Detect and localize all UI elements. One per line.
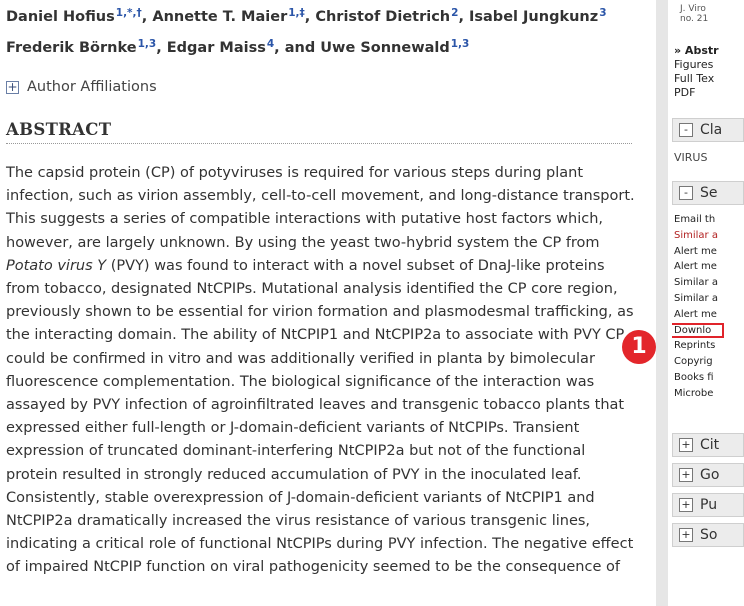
tool-link[interactable]: Alert me: [674, 261, 717, 273]
author-name[interactable]: Daniel Hofius: [6, 9, 115, 25]
tool-link[interactable]: Copyrig: [674, 356, 713, 368]
article-view-links: [674, 44, 719, 100]
author-affiliation-sup[interactable]: 1,3: [450, 38, 470, 50]
step-marker-badge: 1: [622, 330, 656, 364]
sidebar-section-header[interactable]: [672, 523, 744, 547]
section-label[interactable]: Se: [700, 185, 718, 201]
section-label[interactable]: Cla: [700, 122, 723, 138]
author-name[interactable]: Edgar Maiss: [166, 40, 266, 56]
pdf-link[interactable]: PDF: [674, 86, 696, 99]
author-affiliation-sup[interactable]: 4: [266, 38, 275, 50]
sidebar-section-header[interactable]: [672, 493, 744, 517]
author-affiliation-sup[interactable]: 2: [451, 7, 459, 19]
tool-link[interactable]: Alert me: [674, 308, 717, 320]
author-affiliations-toggle[interactable]: [6, 79, 157, 95]
author-name[interactable]: Isabel Jungkunz: [469, 9, 599, 25]
services-section-header[interactable]: [672, 181, 744, 205]
expand-icon[interactable]: +: [679, 438, 693, 452]
author-affiliation-sup[interactable]: 1,*,†: [115, 7, 142, 19]
abstract-heading: ABSTRACT: [6, 120, 632, 144]
author-list: Daniel Hofius$^{1,*,\dagger}$, Annette T. Maier$^{1,\ddagger}$, Christof Dietrich$^2$, Isabel Jungkunz$^3$ Frederik Börnke$^{1,3}$, Edgar Maiss$^4$, and Uwe Sonnewald$^{1,3}$: [6, 7, 607, 56]
author-and: and: [284, 40, 316, 56]
download-citation-link[interactable]: Downlo: [674, 323, 718, 339]
author-name[interactable]: Christof Dietrich: [315, 9, 451, 25]
tool-link[interactable]: Alert me: [674, 245, 717, 257]
classification-value[interactable]: VIRUS: [674, 151, 708, 164]
sidebar-section-header[interactable]: [672, 433, 744, 457]
right-sidebar: [668, 0, 723, 606]
article-tools-list: [674, 212, 718, 402]
collapse-icon[interactable]: -: [679, 186, 693, 200]
abstract-text-part: The capsid protein (CP) of potyviruses is required for various steps during plant infection, such as virion assembly, cell-to-cell movement, and long-distance transport. This suggests a series of compatible interactions with putative host factors which, however, are largely unknown. By using the yeast two-hybrid system the CP from: [6, 165, 635, 251]
tool-link[interactable]: Similar a: [674, 277, 718, 289]
citation-line: J. Viro: [680, 4, 706, 14]
tool-link[interactable]: Books fi: [674, 371, 714, 383]
sidebar-section-header[interactable]: [672, 463, 744, 487]
tool-link[interactable]: Similar a: [674, 292, 718, 304]
author-affiliations-label[interactable]: Author Affiliations: [27, 79, 157, 95]
expand-icon[interactable]: +: [679, 468, 693, 482]
author-affiliation-sup[interactable]: 1,‡: [288, 7, 305, 19]
expand-icon[interactable]: +: [679, 528, 693, 542]
column-divider: [656, 0, 668, 606]
author-affiliation-sup[interactable]: 3: [599, 7, 607, 19]
abstract-text: [6, 162, 638, 580]
tool-link[interactable]: Email th: [674, 214, 716, 225]
tool-link[interactable]: Reprints: [674, 340, 716, 352]
tool-link[interactable]: Microbe: [674, 387, 714, 399]
section-label[interactable]: Go: [700, 467, 720, 483]
author-name[interactable]: Annette T. Maier: [152, 9, 288, 25]
virus-name: Potato virus Y: [6, 257, 107, 274]
expand-icon[interactable]: +: [7, 79, 18, 94]
section-label[interactable]: Cit: [700, 437, 720, 453]
author-name[interactable]: Frederik Börnke: [6, 40, 137, 56]
expand-icon[interactable]: +: [679, 498, 693, 512]
figures-link[interactable]: Figures: [674, 58, 714, 71]
author-name[interactable]: Uwe Sonnewald: [320, 40, 450, 56]
abstract-link[interactable]: » Abstr: [674, 44, 719, 57]
journal-citation: [680, 4, 708, 24]
collapse-icon[interactable]: -: [679, 123, 693, 137]
section-label[interactable]: So: [700, 527, 718, 543]
classifications-section-header[interactable]: [672, 118, 744, 142]
tool-link[interactable]: Similar a: [674, 229, 718, 241]
full-text-link[interactable]: Full Tex: [674, 72, 715, 85]
abstract-text-part: (PVY) was found to interact with a novel subset of DnaJ-like proteins from tobacco, designated NtCPIPs. Mutational analysis identified the CP core region, previously shown to be essential for virion formation and plasmodesmal trafficking, as the interacting domain. The ability of NtCPIP1 and NtCPIP2a to associate with PVY CP could be confirmed in vitro and was additionally verified in planta by bimolecular fluorescence complementation. The biological significance of the interaction was assayed by PVY infection of agroinfiltrated leaves and transgenic tobacco plants that expressed either full-length or J-domain-deficient variants of NtCPIPs. Transient expression of truncated dominant-interfering NtCPIP2a but not of the functional protein resulted in strongly reduced accumulation of PVY in the inoculated leaf. Consistently, stable overexpression of J-domain-deficient variants of NtCPIP1 and NtCPIP2a dramatically increased the virus resistance of various transgenic lines, indicating a critical role of functional NtCPIPs during PVY infection. The negative effect of impaired NtCPIP function on viral pathogenicity seemed to be the consequence of: [6, 257, 634, 576]
section-label[interactable]: Pu: [700, 497, 718, 513]
citation-line: no. 21: [680, 14, 709, 24]
author-affiliation-sup[interactable]: 1,3: [137, 38, 157, 50]
